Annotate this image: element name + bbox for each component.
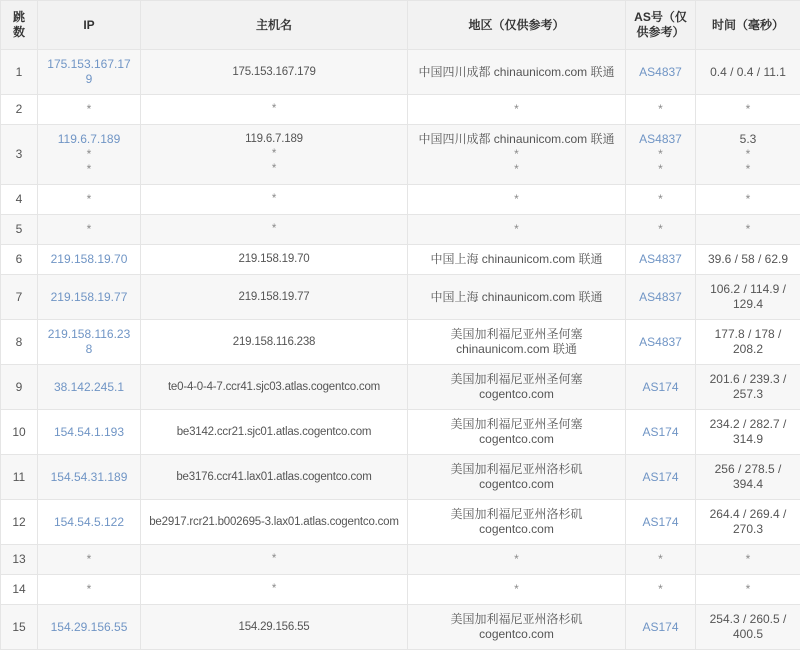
time-cell-line: 177.8 / 178 / 208.2: [704, 327, 792, 357]
table-row: [1, 95, 800, 125]
table-header: [1, 1, 800, 50]
header-region: 地区（仅供参考）: [408, 1, 626, 50]
timeout-star: *: [145, 552, 403, 567]
table-row: [1, 245, 800, 275]
asn-cell: [626, 500, 696, 545]
ip-link[interactable]: 154.54.31.189: [51, 470, 128, 484]
hostname-cell-line: be3142.ccr21.sjc01.atlas.cogentco.com: [145, 425, 403, 440]
asn-cell: [626, 95, 696, 125]
asn-cell: [626, 185, 696, 215]
header-row: [1, 1, 800, 50]
ip-link[interactable]: 154.29.156.55: [51, 620, 128, 634]
asn-cell: [626, 410, 696, 455]
hop-cell: [1, 125, 38, 185]
ip-link[interactable]: 154.54.5.122: [54, 515, 124, 529]
table-row: [1, 575, 800, 605]
timeout-star: *: [416, 102, 617, 117]
asn-cell: [626, 275, 696, 320]
region-cell: [408, 545, 626, 575]
hostname-cell: [141, 185, 408, 215]
hostname-cell-line: be3176.ccr41.lax01.atlas.cogentco.com: [145, 470, 403, 485]
hop-cell: [1, 575, 38, 605]
ip-cell-line: [46, 380, 132, 395]
asn-cell-line: [634, 290, 687, 305]
hostname-cell: [141, 605, 408, 650]
timeout-star: *: [145, 582, 403, 597]
time-cell: [696, 410, 800, 455]
asn-cell: [626, 320, 696, 365]
timeout-star: *: [416, 582, 617, 597]
region-cell: [408, 365, 626, 410]
timeout-star: *: [416, 552, 617, 567]
hop-cell-line: 6: [9, 252, 29, 267]
ip-cell-line: [46, 470, 132, 485]
timeout-star: *: [704, 102, 792, 117]
time-cell: [696, 185, 800, 215]
ip-cell: [38, 245, 141, 275]
timeout-star: *: [704, 162, 792, 177]
time-cell: [696, 575, 800, 605]
time-cell: [696, 50, 800, 95]
asn-link[interactable]: AS4837: [639, 132, 682, 146]
time-cell: [696, 125, 800, 185]
timeout-star: *: [634, 582, 687, 597]
asn-cell-line: [634, 335, 687, 350]
ip-cell: [38, 275, 141, 320]
asn-cell: [626, 50, 696, 95]
table-row: [1, 320, 800, 365]
ip-cell-line: [46, 515, 132, 530]
ip-link[interactable]: 219.158.19.70: [51, 252, 128, 266]
asn-cell-line: [634, 425, 687, 440]
header-asn: AS号（仅供参考）: [626, 1, 696, 50]
asn-cell-line: [634, 132, 687, 147]
region-cell: [408, 50, 626, 95]
timeout-star: *: [704, 552, 792, 567]
hostname-cell: [141, 320, 408, 365]
timeout-star: *: [416, 147, 617, 162]
asn-cell: [626, 125, 696, 185]
table-row: [1, 125, 800, 185]
time-cell-line: 201.6 / 239.3 / 257.3: [704, 372, 792, 402]
timeout-star: *: [416, 162, 617, 177]
header-hostname: 主机名: [141, 1, 408, 50]
table-row: [1, 410, 800, 455]
time-cell-line: 234.2 / 282.7 / 314.9: [704, 417, 792, 447]
ip-cell: [38, 185, 141, 215]
hostname-cell: [141, 500, 408, 545]
asn-cell: [626, 215, 696, 245]
region-cell: [408, 500, 626, 545]
hostname-cell: [141, 95, 408, 125]
hostname-cell: [141, 410, 408, 455]
time-cell-line: 0.4 / 0.4 / 11.1: [704, 65, 792, 80]
time-cell: [696, 500, 800, 545]
timeout-star: *: [704, 582, 792, 597]
hostname-cell-line: 219.158.19.70: [145, 252, 403, 267]
region-cell-line: 美国加利福尼亚州洛杉矶 cogentco.com: [416, 462, 617, 492]
region-cell: [408, 215, 626, 245]
asn-cell-line: [634, 470, 687, 485]
ip-cell: [38, 95, 141, 125]
hop-cell-line: 8: [9, 335, 29, 350]
region-cell: [408, 125, 626, 185]
ip-cell: [38, 320, 141, 365]
timeout-star: *: [704, 222, 792, 237]
hop-cell-line: 13: [9, 552, 29, 567]
time-cell: [696, 245, 800, 275]
hop-cell: [1, 500, 38, 545]
table-row: [1, 605, 800, 650]
ip-cell-line: [46, 57, 132, 87]
table-row: [1, 185, 800, 215]
ip-cell: [38, 575, 141, 605]
timeout-star: *: [634, 147, 687, 162]
asn-cell-line: [634, 380, 687, 395]
hop-cell-line: 2: [9, 102, 29, 117]
hostname-cell-line: 119.6.7.189: [145, 132, 403, 147]
hop-cell-line: 12: [9, 515, 29, 530]
timeout-star: *: [46, 582, 132, 597]
asn-cell-line: [634, 620, 687, 635]
timeout-star: *: [704, 147, 792, 162]
hop-cell: [1, 545, 38, 575]
hop-cell: [1, 95, 38, 125]
asn-link[interactable]: AS4837: [639, 252, 682, 266]
region-cell-line: 美国加利福尼亚州圣何塞 chinaunicom.com 联通: [416, 327, 617, 357]
hop-cell-line: 10: [9, 425, 29, 440]
hop-cell: [1, 605, 38, 650]
time-cell-line: 39.6 / 58 / 62.9: [704, 252, 792, 267]
hostname-cell: [141, 125, 408, 185]
hop-cell: [1, 50, 38, 95]
hostname-cell-line: 219.158.116.238: [145, 335, 403, 350]
hostname-cell: [141, 50, 408, 95]
hostname-cell-line: 219.158.19.77: [145, 290, 403, 305]
ip-cell: [38, 125, 141, 185]
hop-cell-line: 7: [9, 290, 29, 305]
asn-cell-line: [634, 252, 687, 267]
region-cell-line: 中国四川成都 chinaunicom.com 联通: [416, 65, 617, 80]
asn-link[interactable]: AS174: [642, 515, 678, 529]
hostname-cell: [141, 215, 408, 245]
header-ip: IP: [38, 1, 141, 50]
hostname-cell-line: 154.29.156.55: [145, 620, 403, 635]
timeout-star: *: [46, 102, 132, 117]
region-cell-line: 美国加利福尼亚州圣何塞 cogentco.com: [416, 372, 617, 402]
asn-link[interactable]: AS4837: [639, 290, 682, 304]
region-cell-line: 中国上海 chinaunicom.com 联通: [416, 290, 617, 305]
time-cell-line: 106.2 / 114.9 / 129.4: [704, 282, 792, 312]
ip-link[interactable]: 119.6.7.189: [58, 132, 121, 146]
table-row: [1, 275, 800, 320]
region-cell-line: 美国加利福尼亚州洛杉矶 cogentco.com: [416, 507, 617, 537]
timeout-star: *: [416, 222, 617, 237]
ip-cell: [38, 50, 141, 95]
timeout-star: *: [416, 192, 617, 207]
timeout-star: *: [46, 147, 132, 162]
hostname-cell: [141, 455, 408, 500]
ip-cell: [38, 365, 141, 410]
hostname-cell: [141, 575, 408, 605]
table-row: [1, 500, 800, 545]
ip-cell-line: [46, 132, 132, 147]
table-row: [1, 455, 800, 500]
region-cell: [408, 275, 626, 320]
hop-cell: [1, 410, 38, 455]
hostname-cell: [141, 245, 408, 275]
hop-cell: [1, 320, 38, 365]
time-cell-line: 5.3: [704, 132, 792, 147]
time-cell-line: 254.3 / 260.5 / 400.5: [704, 612, 792, 642]
timeout-star: *: [634, 102, 687, 117]
ip-cell-line: [46, 327, 132, 357]
asn-cell-line: [634, 515, 687, 530]
hop-cell-line: 5: [9, 222, 29, 237]
ip-link[interactable]: 175.153.167.179: [47, 57, 130, 86]
region-cell: [408, 410, 626, 455]
time-cell: [696, 365, 800, 410]
region-cell: [408, 245, 626, 275]
asn-cell: [626, 245, 696, 275]
hop-cell-line: 3: [9, 147, 29, 162]
region-cell-line: 美国加利福尼亚州圣何塞 cogentco.com: [416, 417, 617, 447]
time-cell-line: 256 / 278.5 / 394.4: [704, 462, 792, 492]
ip-cell-line: [46, 620, 132, 635]
hop-cell-line: 11: [9, 470, 29, 485]
table-row: [1, 545, 800, 575]
time-cell: [696, 455, 800, 500]
hop-cell: [1, 215, 38, 245]
table-row: [1, 50, 800, 95]
asn-link[interactable]: AS174: [642, 425, 678, 439]
hop-cell: [1, 455, 38, 500]
region-cell: [408, 320, 626, 365]
hop-cell-line: 4: [9, 192, 29, 207]
hostname-cell: [141, 365, 408, 410]
hostname-cell: [141, 275, 408, 320]
asn-link[interactable]: AS4837: [639, 335, 682, 349]
time-cell: [696, 320, 800, 365]
hop-cell: [1, 185, 38, 215]
ip-cell: [38, 545, 141, 575]
hop-cell-line: 14: [9, 582, 29, 597]
hop-cell-line: 15: [9, 620, 29, 635]
ip-cell-line: [46, 252, 132, 267]
timeout-star: *: [46, 222, 132, 237]
table-row: [1, 365, 800, 410]
asn-cell-line: [634, 65, 687, 80]
hostname-cell-line: 175.153.167.179: [145, 65, 403, 80]
ip-cell: [38, 605, 141, 650]
timeout-star: *: [145, 222, 403, 237]
ip-link[interactable]: 219.158.19.77: [51, 290, 128, 304]
timeout-star: *: [46, 162, 132, 177]
ip-link[interactable]: 154.54.1.193: [54, 425, 124, 439]
timeout-star: *: [145, 102, 403, 117]
hop-cell-line: 1: [9, 65, 29, 80]
asn-cell: [626, 575, 696, 605]
region-cell: [408, 455, 626, 500]
asn-cell: [626, 605, 696, 650]
header-hop: 跳数: [1, 1, 38, 50]
ip-cell: [38, 215, 141, 245]
hop-cell: [1, 365, 38, 410]
ip-cell-line: [46, 290, 132, 305]
region-cell: [408, 575, 626, 605]
hostname-cell-line: te0-4-0-4-7.ccr41.sjc03.atlas.cogentco.com: [145, 380, 403, 395]
region-cell-line: 中国四川成都 chinaunicom.com 联通: [416, 132, 617, 147]
time-cell-line: 264.4 / 269.4 / 270.3: [704, 507, 792, 537]
region-cell-line: 美国加利福尼亚州洛杉矶 cogentco.com: [416, 612, 617, 642]
timeout-star: *: [145, 192, 403, 207]
timeout-star: *: [634, 192, 687, 207]
ip-cell: [38, 455, 141, 500]
region-cell: [408, 185, 626, 215]
ip-link[interactable]: 38.142.245.1: [54, 380, 124, 394]
timeout-star: *: [46, 552, 132, 567]
timeout-star: *: [145, 147, 403, 162]
time-cell: [696, 275, 800, 320]
hostname-cell-line: be2917.rcr21.b002695-3.lax01.atlas.cogentco.com: [145, 515, 403, 530]
header-time: 时间（毫秒）: [696, 1, 800, 50]
hop-cell-line: 9: [9, 380, 29, 395]
asn-link[interactable]: AS174: [642, 470, 678, 484]
asn-link[interactable]: AS174: [642, 620, 678, 634]
ip-cell: [38, 500, 141, 545]
hostname-cell: [141, 545, 408, 575]
timeout-star: *: [634, 552, 687, 567]
hop-cell: [1, 275, 38, 320]
asn-link[interactable]: AS4837: [639, 65, 682, 79]
asn-link[interactable]: AS174: [642, 380, 678, 394]
time-cell: [696, 95, 800, 125]
asn-cell: [626, 455, 696, 500]
timeout-star: *: [634, 162, 687, 177]
time-cell: [696, 215, 800, 245]
hop-cell: [1, 245, 38, 275]
timeout-star: *: [634, 222, 687, 237]
ip-link[interactable]: 219.158.116.238: [48, 327, 131, 356]
time-cell: [696, 605, 800, 650]
table-row: [1, 215, 800, 245]
table-body: [1, 50, 800, 650]
region-cell-line: 中国上海 chinaunicom.com 联通: [416, 252, 617, 267]
ip-cell-line: [46, 425, 132, 440]
asn-cell: [626, 365, 696, 410]
timeout-star: *: [145, 162, 403, 177]
timeout-star: *: [46, 192, 132, 207]
region-cell: [408, 605, 626, 650]
region-cell: [408, 95, 626, 125]
timeout-star: *: [704, 192, 792, 207]
ip-cell: [38, 410, 141, 455]
asn-cell: [626, 545, 696, 575]
time-cell: [696, 545, 800, 575]
